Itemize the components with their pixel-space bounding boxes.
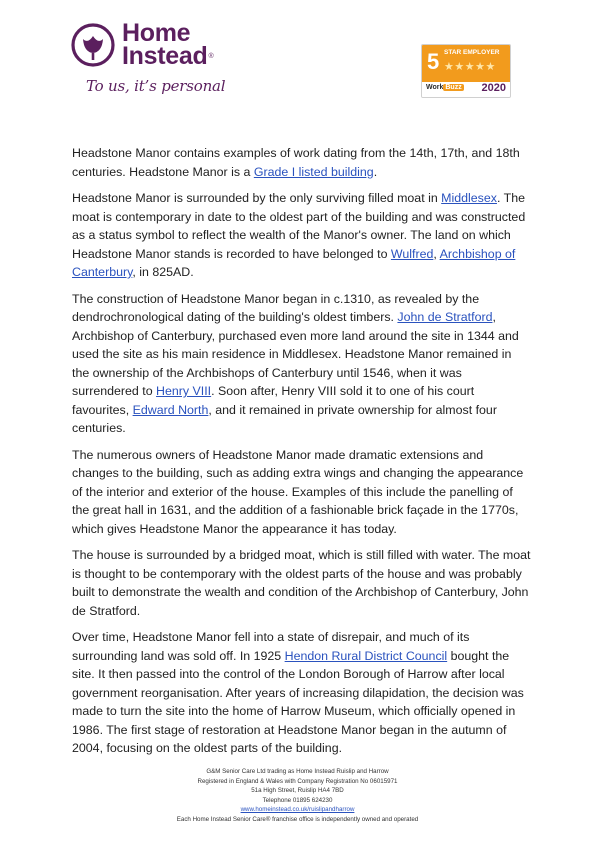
award-year: 2020 — [481, 82, 506, 94]
tagline: To us, it’s personal — [86, 77, 226, 95]
p2-text-2: . The moat is contemporary in date to the oldest part of the building and was constructed as a status symbol to reflect the wealth of the Manor's owner. The land on which Headstone Manor stands is recorded to have belonged to — [72, 191, 526, 261]
home-instead-logo[interactable] — [70, 19, 270, 102]
footer-company-line: G&M Senior Care Ltd trading as Home Instead Ruislip and Harrow — [206, 768, 389, 775]
link-archbishop-of-canterbury[interactable]: Archbishop of Canterbury — [72, 246, 516, 279]
award-brand-work: Work — [426, 84, 444, 91]
award-top-band — [422, 45, 510, 82]
award-number: 5 — [427, 49, 440, 74]
footer-website-line — [0, 805, 595, 815]
paragraph-6 — [72, 628, 532, 758]
award-stars-icon: ★★★★★ — [444, 61, 496, 73]
registered-mark: ® — [208, 53, 214, 60]
link-middlesex[interactable]: Middlesex — [441, 191, 497, 205]
page-footer — [0, 767, 595, 825]
footer-telephone-line: Telephone 01895 624230 — [262, 796, 333, 804]
p1-text-1: Headstone Manor contains examples of work dating from the 14th, 17th, and 18th centuries. Headstone Manor is a — [72, 146, 520, 179]
footer-website-link[interactable]: www.homeinstead.co.uk/ruislipandharrow — [240, 806, 355, 814]
paragraph-5: The house is surrounded by a bridged moat, which is still filled with water. The moat is thought to be contemporary with the oldest parts of the house and was probably built to demonstrate the wealth and condition of the Archbishop of Canterbury, John de Stratford. — [72, 548, 531, 618]
p1-text-2: . — [373, 164, 378, 179]
p3-text-2: , Archbishop of Canterbury, purchased even more land around the site in 1344 and used the site as his main residence in Middlesex. Headstone Manor remained in the ownership of the Archbishops of Canterbury until 1546, when it was surrendered to — [72, 310, 519, 398]
award-brand-buzz: Buzz — [445, 84, 462, 91]
brand-line-2-text: Instead — [122, 42, 208, 70]
p3-text-3: . Soon after, Henry VIII sold it to one of his court favourites, — [72, 384, 475, 417]
p3-text-1: The construction of Headstone Manor began in c.1310, as revealed by the dendrochronological dating of the building's oldest timbers. — [72, 291, 480, 324]
p2-text-1: Headstone Manor is surrounded by the only surviving filled moat in — [72, 191, 442, 205]
link-henry-viii[interactable]: Henry VIII — [156, 384, 212, 398]
workbuzz-brand — [426, 84, 464, 91]
link-grade-i-listed-building[interactable]: Grade I listed building — [253, 164, 374, 179]
paragraph-3 — [72, 290, 532, 438]
brand-line-1: Home — [122, 19, 191, 47]
p2-text-4: , in 825AD. — [132, 265, 194, 279]
p6-text-2: bought the site. It then passed into the control of the London Borough of Harrow after local government reorganisation. After years of increasing dilapidation, the decision was made to turn the site into the home of Harrow Museum, which officially opened in 1986. The first stage of restoration at Headstone Manor began in the autumn of 2004, focusing on the oldest parts of the building. — [72, 648, 524, 755]
award-title: STAR EMPLOYER — [444, 49, 500, 56]
paragraph-2 — [72, 189, 532, 282]
footer-registration-line: Registered in England & Wales with Company Registration No 06015971 — [197, 777, 398, 785]
footer-address-line: 51a High Street, Ruislip HA4 7BD — [251, 787, 344, 795]
paragraph-1 — [72, 144, 532, 181]
footer-franchise-line: Each Home Instead Senior Care® franchise office is independently owned and operated — [176, 815, 419, 823]
tulip-flower-icon — [70, 22, 116, 68]
p6-text-1: Over time, Headstone Manor fell into a state of disrepair, and much of its surrounding land was sold off. In 1925 — [72, 630, 470, 663]
link-john-de-stratford[interactable]: John de Stratford — [397, 310, 493, 324]
article-body — [72, 144, 532, 766]
brand-line-2 — [122, 42, 214, 70]
link-wulfred[interactable]: Wulfred — [390, 246, 434, 261]
star-employer-award-badge — [421, 44, 511, 98]
link-hendon-rural-district-council[interactable]: Hendon Rural District Council — [284, 648, 448, 663]
award-bottom-band — [422, 82, 510, 97]
paragraph-4: The numerous owners of Headstone Manor made dramatic extensions and changes to the building, such as adding extra wings and changing the appearance of the interior and exterior of the house. Examples of this include the panelling of the great hall in 1631, and the addition of a fashionable brick façade in the 1770s, which gives Headstone Manor the appearance it has today. — [72, 447, 524, 536]
p2-text-3: , — [433, 246, 440, 261]
page-header — [0, 0, 595, 110]
p3-text-4: , and it remained in private ownership for almost four centuries. — [72, 402, 497, 435]
brand-name — [122, 19, 214, 70]
link-edward-north[interactable]: Edward North — [132, 402, 209, 417]
